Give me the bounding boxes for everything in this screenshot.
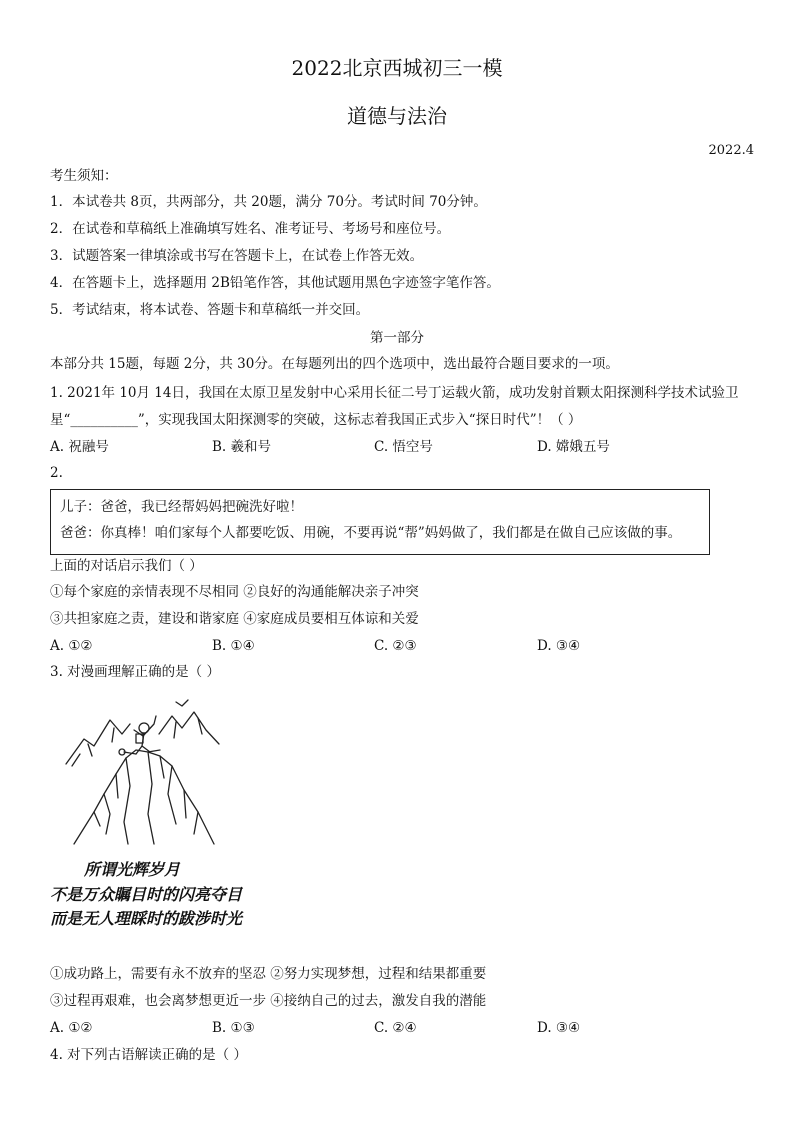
cartoon-caption-line2: 不是万众瞩目时的闪亮夺目 — [50, 885, 243, 904]
page-title: 2022北京西城初三一模 — [291, 56, 503, 80]
q1-option-a: A. 祝融号 — [50, 439, 109, 455]
cartoon-caption-line3: 而是无人理睬时的跋涉时光 — [50, 909, 243, 928]
q3-option-b: B. ①③ — [212, 1020, 255, 1036]
q1-option-d: D. 嫦娥五号 — [537, 439, 610, 455]
q3-statements-row2: ③过程再艰难，也会离梦想更近一步 ④接纳自己的过去，激发自我的潜能 — [50, 993, 487, 1009]
notice-item: 5．考试结束，将本试卷、答题卡和草稿纸一并交回。 — [50, 302, 370, 318]
q2-statements-row1: ①每个家庭的亲情表现不尽相同 ②良好的沟通能解决亲子冲突 — [50, 584, 419, 600]
dialogue-line-father: 爸爸：你真棒！咱们家每个人都要吃饭、用碗，不要再说“帮”妈妈做了，我们都是在做自己应该做的事。 — [60, 525, 682, 541]
q3-option-a: A. ①② — [50, 1020, 93, 1036]
notice-item: 3．试题答案一律填涂或书写在答题卡上，在试卷上作答无效。 — [50, 248, 424, 264]
q2-number: 2. — [50, 465, 63, 481]
q3-option-d: D. ③④ — [537, 1020, 581, 1036]
notice-item: 2．在试卷和草稿纸上准确填写姓名、准考证号、考场号和座位号。 — [50, 221, 451, 237]
q1-option-b: B. 羲和号 — [212, 439, 272, 455]
q3-stem: 3. 对漫画理解正确的是（ ） — [50, 664, 220, 680]
subject-title: 道德与法治 — [347, 104, 447, 128]
q1-stem-line1: 1. 2021年 10月 14日，我国在太原卫星发射中心采用长征二号丁运载火箭，成功发射首颗太阳探测科学技术试验卫 — [50, 385, 739, 401]
q1-stem-line2: 星“__________”，实现我国太阳探测零的突破，这标志着我国正式步入“探日时代”！（ ） — [50, 412, 582, 428]
q1-option-c: C. 悟空号 — [374, 439, 433, 455]
q2-dialogue-box — [50, 489, 710, 555]
part-instructions: 本部分共 15题，每题 2分，共 30分。在每题列出的四个选项中，选出最符合题目要求的一项。 — [50, 356, 619, 372]
q2-option-a: A. ①② — [50, 638, 93, 654]
cartoon-caption-line1: 所谓光辉岁月 — [84, 860, 181, 879]
exam-date: 2022.4 — [708, 143, 754, 158]
q2-statements-row2: ③共担家庭之责，建设和谐家庭 ④家庭成员要相互体谅和关爱 — [50, 611, 419, 627]
part-heading: 第一部分 — [370, 330, 424, 346]
q2-stem: 上面的对话启示我们（ ） — [50, 558, 203, 574]
q2-option-b: B. ①④ — [212, 638, 255, 654]
dialogue-line-son: 儿子：爸爸，我已经帮妈妈把碗洗好啦！ — [60, 499, 303, 515]
q3-option-c: C. ②④ — [374, 1020, 417, 1036]
q3-statements-row1: ①成功路上，需要有永不放弃的坚忍 ②努力实现梦想，过程和结果都重要 — [50, 966, 487, 982]
notice-item: 4．在答题卡上，选择题用 2B铅笔作答，其他试题用黑色字迹签字笔作答。 — [50, 275, 500, 291]
mountain-climber-cartoon — [64, 694, 224, 849]
q2-option-c: C. ②③ — [374, 638, 417, 654]
q2-option-d: D. ③④ — [537, 638, 581, 654]
notice-heading: 考生须知： — [50, 168, 118, 184]
notice-item: 1．本试卷共 8页，共两部分，共 20题，满分 70分。考试时间 70分钟。 — [50, 194, 487, 210]
q4-stem: 4. 对下列古语解读正确的是（ ） — [50, 1047, 247, 1063]
